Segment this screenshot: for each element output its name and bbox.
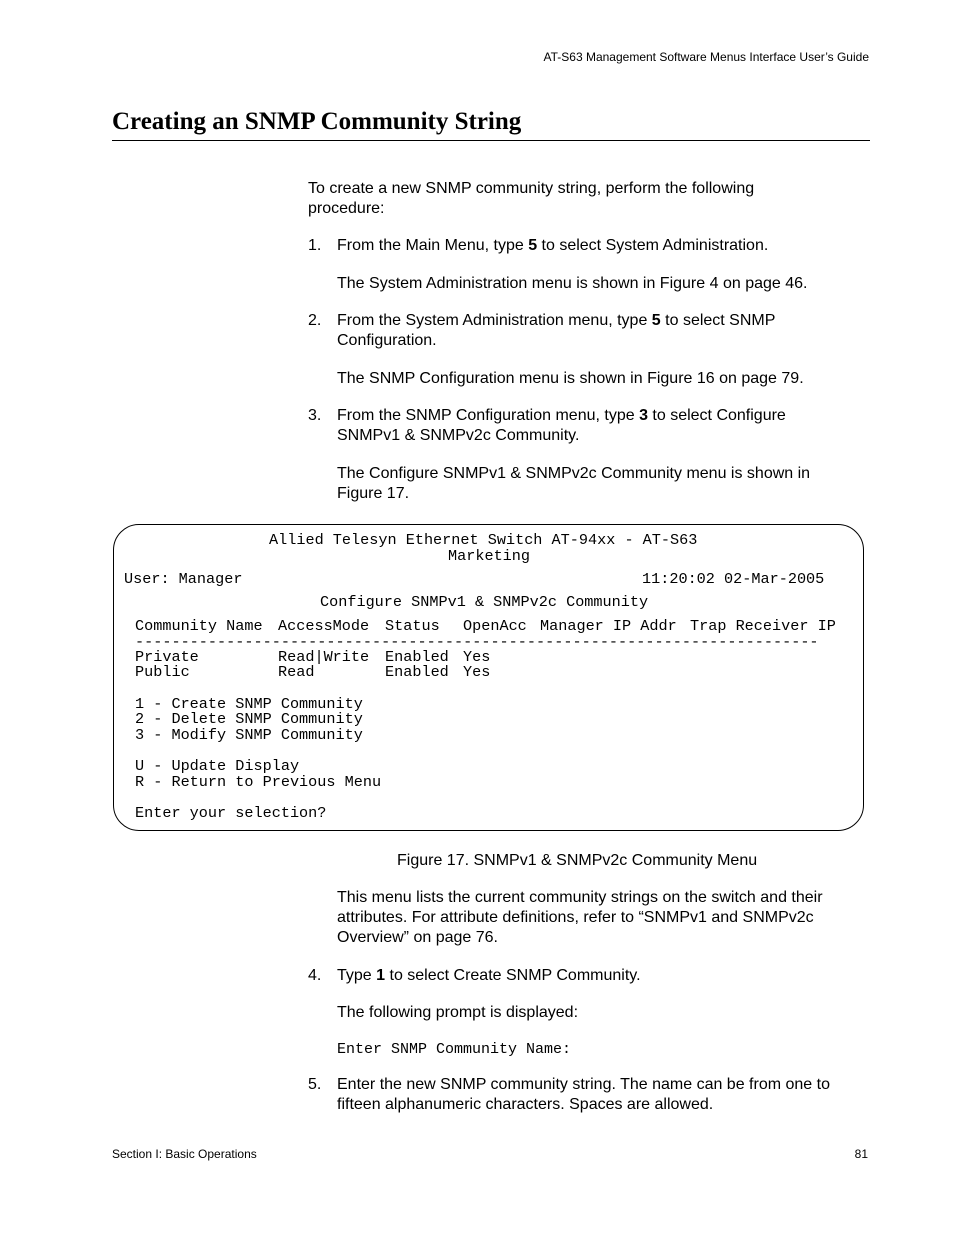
- step-number: 5.: [308, 1076, 322, 1093]
- column-community-name: Community Name: [135, 617, 263, 635]
- step-text: From the Main Menu, type 5 to select System Administration.: [337, 237, 769, 254]
- step-text: From the SNMP Configuration menu, type 3 to select Configure SNMPv1 & SNMPv2c Community.: [337, 407, 786, 444]
- column-access-mode: AccessMode: [278, 617, 370, 635]
- step-text: Type 1 to select Create SNMP Community.: [337, 967, 641, 984]
- step-number: 4.: [308, 967, 322, 984]
- step-text: Enter the new SNMP community string. The name can be from one to fifteen alphanumeric characters. Spaces are allowed.: [337, 1076, 830, 1113]
- row-access: Read|Write: [278, 648, 370, 666]
- running-header: AT-S63 Management Software Menus Interface User’s Guide: [543, 50, 869, 64]
- terminal-screen: [113, 524, 864, 831]
- row-status: Enabled: [385, 648, 449, 666]
- menu-option-create[interactable]: 1 - Create SNMP Community: [135, 695, 363, 713]
- step-note: The System Administration menu is shown in Figure 4 on page 46.: [337, 275, 808, 292]
- title-rule: [112, 140, 870, 141]
- row-status: Enabled: [385, 663, 449, 681]
- step-note: The Configure SNMPv1 & SNMPv2c Community menu is shown in Figure 17.: [337, 465, 811, 502]
- menu-option-delete[interactable]: 2 - Delete SNMP Community: [135, 710, 363, 728]
- step-text: From the System Administration menu, type 5 to select SNMP Configuration.: [337, 312, 776, 349]
- row-openacc: Yes: [463, 648, 491, 666]
- prompt-example: Enter SNMP Community Name:: [337, 1041, 572, 1058]
- step-number: 1.: [308, 237, 322, 254]
- column-status: Status: [385, 617, 440, 635]
- row-access: Read: [278, 663, 315, 681]
- step-note: The SNMP Configuration menu is shown in Figure 16 on page 79.: [337, 370, 804, 387]
- row-name: Private: [135, 648, 199, 666]
- screen-menu-title: Configure SNMPv1 & SNMPv2c Community: [320, 593, 649, 611]
- step-number: 3.: [308, 407, 322, 424]
- screen-title: Allied Telesyn Ethernet Switch AT-94xx - AT-S63: [269, 531, 698, 549]
- table-separator: ---------------------------------------------------------------------------: [135, 633, 819, 651]
- column-manager-ip: Manager IP Addr: [540, 617, 677, 635]
- screen-datetime: 11:20:02 02-Mar-2005: [642, 570, 825, 588]
- page-number: 81: [854, 1147, 868, 1161]
- intro-paragraph: To create a new SNMP community string, perform the following procedure:: [308, 180, 755, 217]
- step-number: 2.: [308, 312, 322, 329]
- selection-prompt[interactable]: Enter your selection?: [135, 804, 327, 822]
- column-trap-receiver: Trap Receiver IP: [690, 617, 836, 635]
- menu-option-modify[interactable]: 3 - Modify SNMP Community: [135, 726, 363, 744]
- footer-section: Section I: Basic Operations: [112, 1147, 257, 1161]
- section-title: Creating an SNMP Community String: [112, 108, 522, 135]
- screen-user: User: Manager: [124, 570, 243, 588]
- figure-caption: Figure 17. SNMPv1 & SNMPv2c Community Menu: [397, 852, 758, 869]
- row-openacc: Yes: [463, 663, 491, 681]
- step-note: The following prompt is displayed:: [337, 1004, 579, 1021]
- row-name: Public: [135, 663, 190, 681]
- menu-option-return[interactable]: R - Return to Previous Menu: [135, 773, 382, 791]
- screen-subtitle: Marketing: [448, 547, 531, 565]
- column-open-acc: OpenAcc: [463, 617, 527, 635]
- figure-description: This menu lists the current community strings on the switch and their attributes. For attribute definitions, refer to “SNMPv1 and SNMPv2c Overview” on page 76.: [337, 889, 823, 946]
- menu-option-update[interactable]: U - Update Display: [135, 757, 300, 775]
